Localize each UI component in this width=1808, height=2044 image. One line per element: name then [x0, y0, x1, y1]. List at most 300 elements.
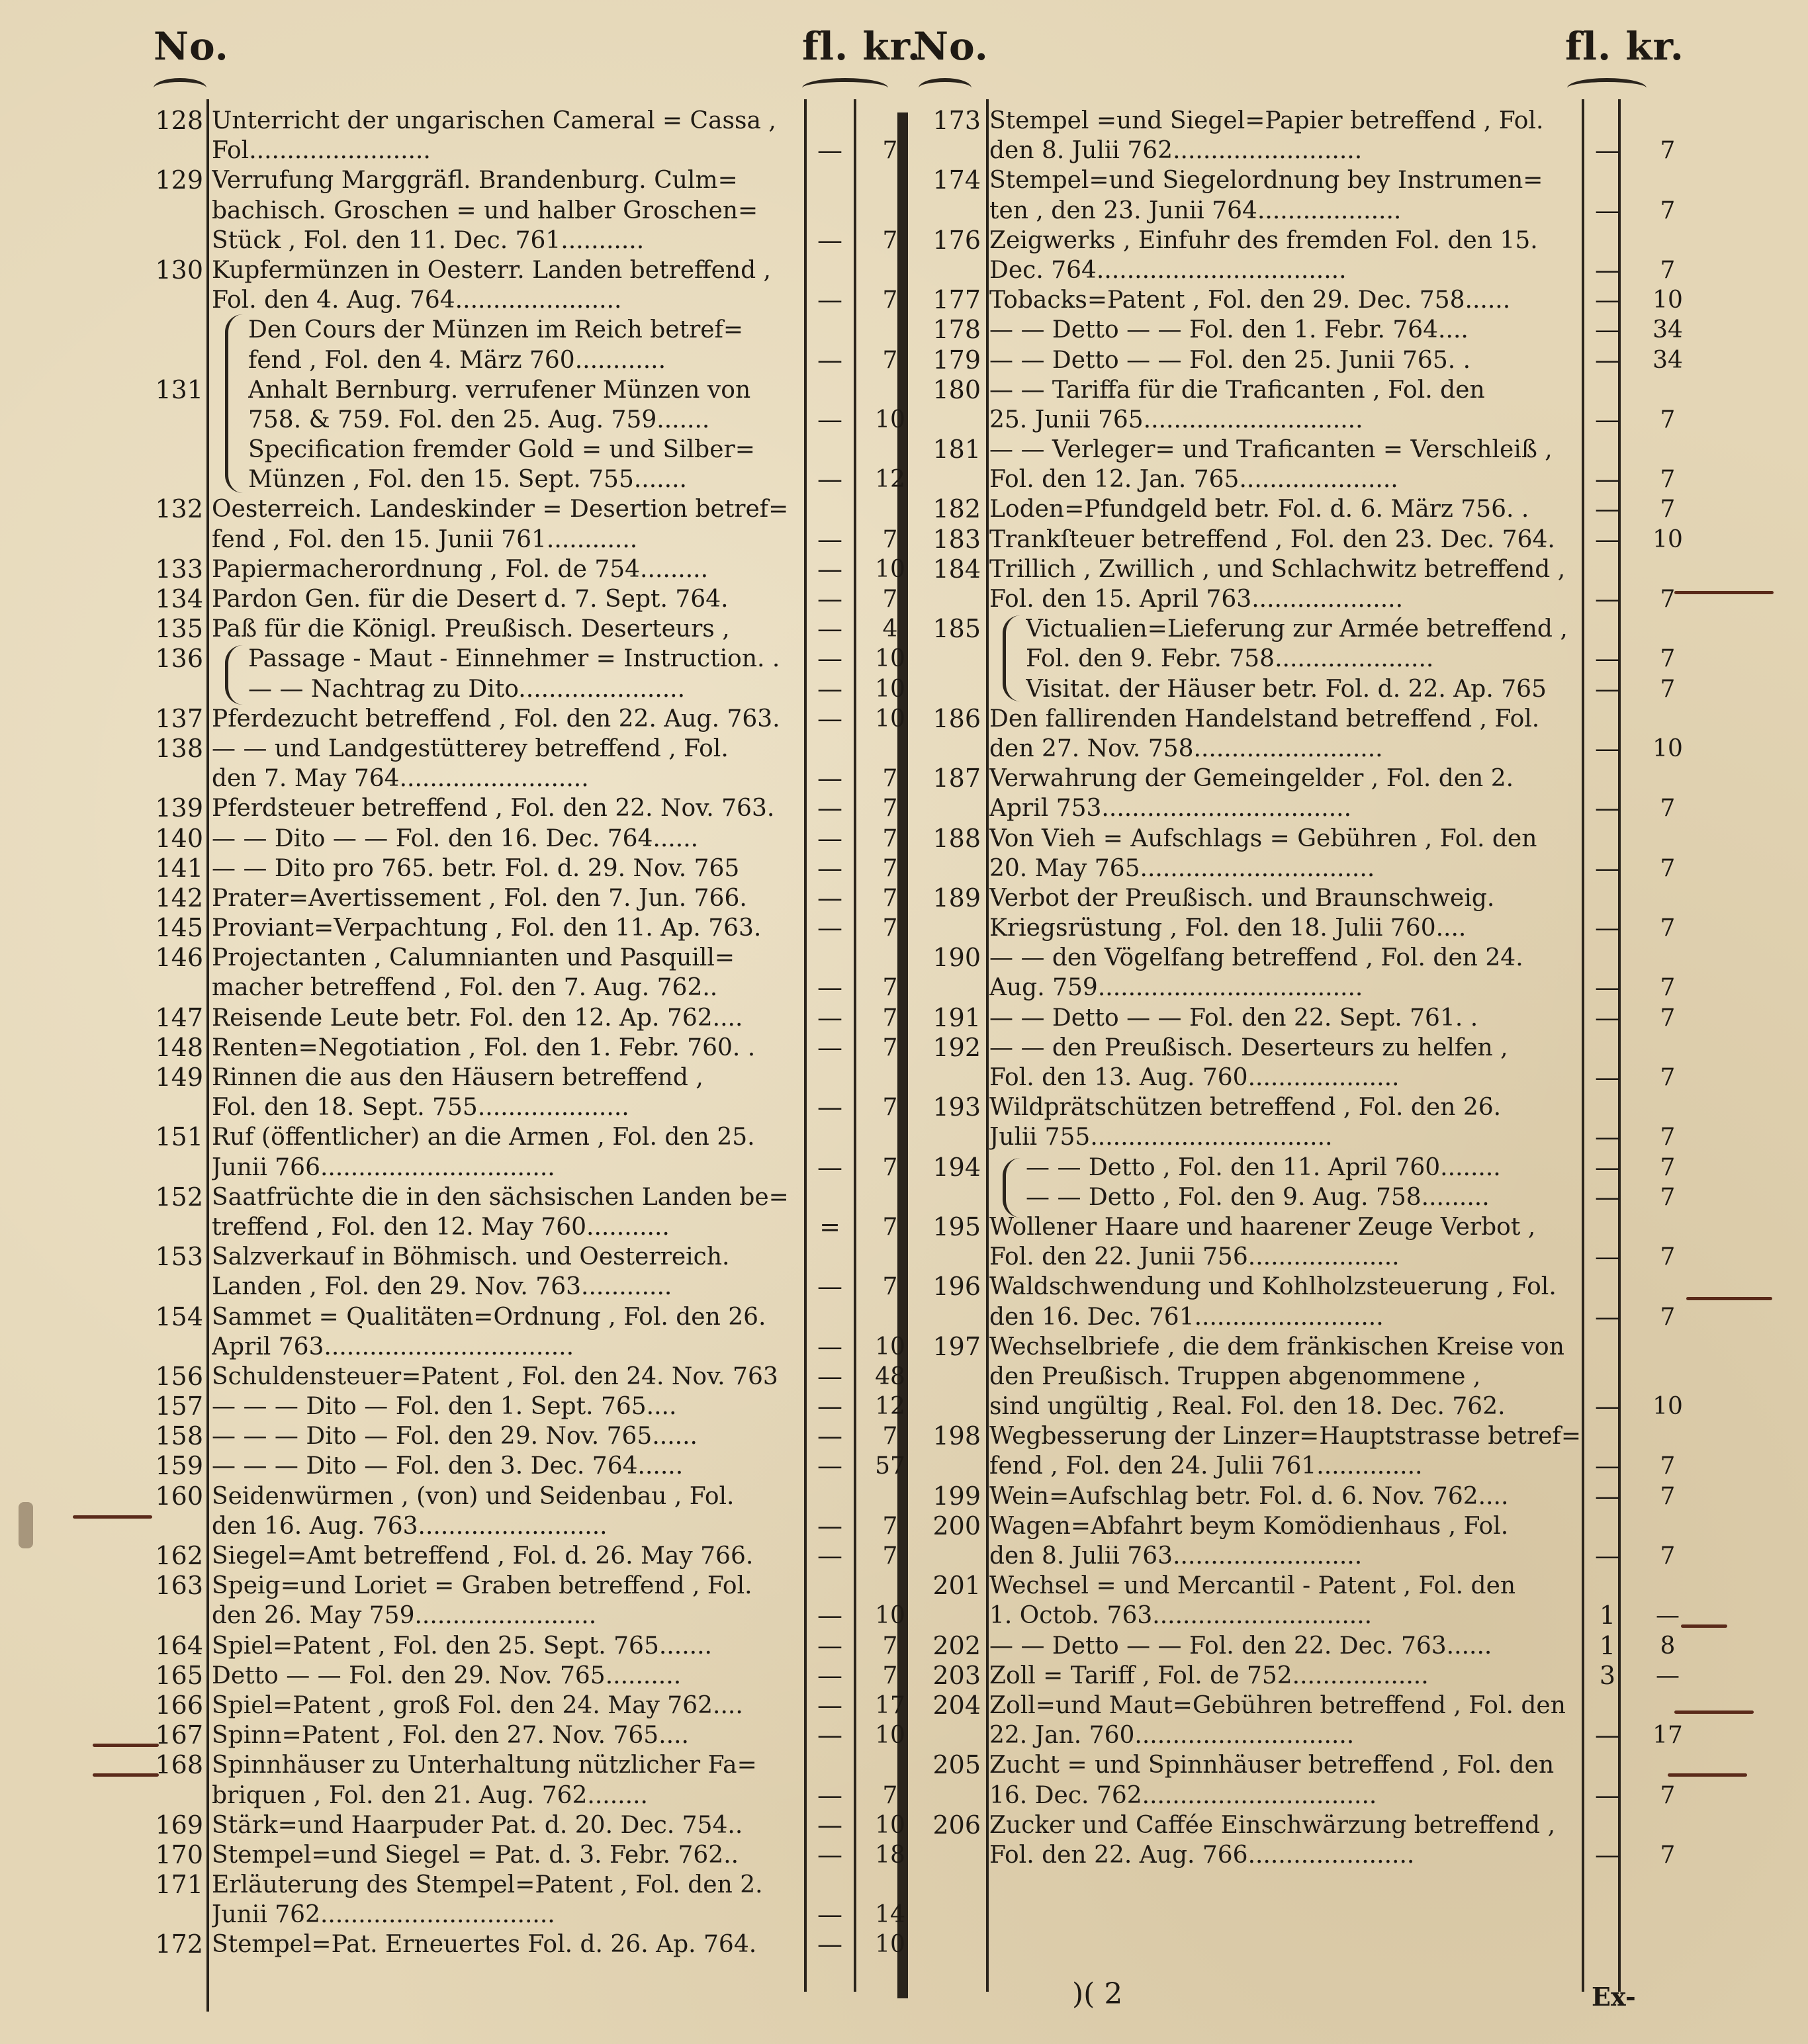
entry-line: [927, 1332, 1793, 1362]
entry-line: [149, 1661, 1016, 1691]
entry-text: Wechsel = und Mercantil - Patent , Fol. den: [989, 1572, 1516, 1600]
entry-number: 156: [155, 1361, 203, 1391]
price-fl: —: [1595, 1780, 1620, 1810]
entry-line: [149, 1720, 1016, 1750]
index-entry: [149, 704, 1016, 734]
entry-line: [149, 106, 1016, 136]
entry-number: 131: [155, 375, 203, 404]
entry-text: — — Dito — — Fol. den 16. Dec. 764......: [212, 824, 699, 852]
entry-line: [149, 255, 1016, 285]
price-kr: 7: [1660, 1542, 1676, 1570]
entry-number: 151: [155, 1122, 203, 1152]
price-fl: —: [1595, 733, 1620, 763]
entry-number: 132: [155, 494, 203, 524]
margin-mark: [73, 1515, 152, 1519]
entry-text: Stempel=und Siegel = Pat. d. 3. Febr. 762..: [212, 1841, 739, 1869]
index-entry: [927, 1212, 1793, 1272]
price-fl: —: [1595, 1242, 1620, 1272]
entry-text: — — den Vögelfang betreffend , Fol. den 24.: [989, 944, 1523, 972]
price-fl: —: [817, 1630, 842, 1660]
entry-number: 149: [155, 1063, 203, 1092]
entry-line: [149, 1302, 1016, 1332]
price-kr: 7: [1660, 1482, 1676, 1510]
price-kr: 7: [1660, 854, 1676, 882]
price-fl: —: [1595, 1302, 1620, 1331]
entry-text: Fol. den 4. Aug. 764......................: [212, 287, 622, 314]
entry-line: [927, 555, 1793, 584]
entry-line: [927, 1451, 1793, 1481]
price-fl: —: [817, 1660, 842, 1690]
index-entry: [927, 106, 1793, 165]
price-fl: —: [817, 1092, 842, 1122]
price-kr: 10: [1652, 734, 1683, 762]
price-fl: —: [817, 703, 842, 733]
entry-number: 164: [155, 1630, 203, 1660]
entry-line: [149, 1601, 1016, 1630]
price-kr: 7: [1660, 645, 1676, 673]
entry-line: [927, 1003, 1793, 1033]
index-entry: [149, 674, 1016, 704]
price-kr: 10: [875, 705, 905, 733]
entry-text: Visitat. der Häuser betr. Fol. d. 22. Ap. 765: [1026, 675, 1547, 703]
price-fl: —: [817, 584, 842, 613]
entry-number: 148: [155, 1032, 203, 1062]
index-entry: [927, 555, 1793, 614]
entry-text: Fol........................: [212, 137, 431, 165]
index-entry: [149, 734, 1016, 793]
entry-line: [927, 913, 1793, 943]
entry-text: Passage - Maut - Einnehmer = Instruction. .: [248, 645, 780, 673]
price-fl: —: [817, 644, 842, 674]
entry-number: 181: [932, 435, 981, 465]
entry-line: [927, 1720, 1793, 1750]
entry-line: [927, 973, 1793, 1002]
index-entry: [927, 704, 1793, 764]
price-fl: —: [817, 136, 842, 165]
entry-line: [149, 764, 1016, 793]
entry-text: — — Dito pro 765. betr. Fol. d. 29. Nov. 765: [212, 854, 740, 882]
entry-text: Kupfermünzen in Oesterr. Landen betreffend ,: [212, 256, 771, 284]
price-fl: —: [1595, 584, 1620, 613]
entry-number: 184: [932, 554, 981, 584]
price-fl: —: [1595, 285, 1620, 315]
index-entry: [149, 1691, 1016, 1720]
entry-text: Wechselbriefe , die dem fränkischen Kreise von: [989, 1333, 1564, 1360]
entry-text: Loden=Pfundgeld betr. Fol. d. 6. März 756. .: [989, 496, 1529, 523]
price-kr: 7: [882, 1034, 898, 1061]
price-kr: 10: [875, 1722, 905, 1750]
entry-line: [149, 435, 1016, 465]
price-fl: 3: [1599, 1660, 1616, 1690]
entry-line: [149, 315, 1016, 345]
index-entry: [149, 375, 1016, 435]
price-kr: 7: [1660, 795, 1676, 822]
index-entry: [927, 1511, 1793, 1571]
price-kr: 7: [1660, 974, 1676, 1002]
price-kr: 7: [882, 346, 898, 374]
price-kr: 4: [882, 615, 898, 643]
entry-line: [927, 136, 1793, 165]
index-entry: [149, 943, 1016, 1002]
entry-number: 200: [932, 1511, 981, 1540]
price-kr: 7: [1660, 675, 1676, 703]
entry-text: Wegbesserung der Linzer=Hauptstrasse betref=: [989, 1423, 1582, 1450]
index-entry: [149, 1631, 1016, 1661]
entry-text: — — Detto — — Fol. den 22. Dec. 763......: [989, 1632, 1492, 1660]
entry-number: 179: [932, 345, 981, 375]
price-fl: —: [1595, 315, 1620, 345]
index-entry: [927, 1182, 1793, 1212]
entry-line: [149, 1122, 1016, 1152]
entry-text: Zoll=und Maut=Gebühren betreffend , Fol. den: [989, 1691, 1566, 1719]
entry-line: [927, 405, 1793, 435]
entry-line: [149, 136, 1016, 165]
price-fl: —: [1595, 1451, 1620, 1481]
price-fl: —: [817, 285, 842, 315]
index-entry: [927, 226, 1793, 285]
index-entry: [927, 1033, 1793, 1092]
price-fl: —: [817, 853, 842, 883]
index-entry: [927, 824, 1793, 883]
entry-number: 170: [155, 1840, 203, 1869]
entry-line: [149, 1900, 1016, 1930]
entry-text: den 16. Aug. 763.........................: [212, 1512, 608, 1540]
entry-number: 153: [155, 1242, 203, 1272]
price-kr: 14: [875, 1901, 905, 1929]
entry-text: Wein=Aufschlag betr. Fol. d. 6. Nov. 762....: [989, 1482, 1509, 1510]
price-kr: 10: [875, 675, 905, 703]
entry-line: [927, 674, 1793, 704]
entry-number: 199: [932, 1481, 981, 1511]
entry-text: — — Detto , Fol. den 11. April 760........: [1026, 1153, 1501, 1181]
price-fl: —: [817, 465, 842, 494]
index-entry: [927, 1571, 1793, 1630]
entry-number: 169: [155, 1810, 203, 1840]
entry-text: Fol. den 13. Aug. 760....................: [989, 1064, 1400, 1091]
entry-text: Fol. den 12. Jan. 765.....................: [989, 466, 1398, 494]
entry-number: 136: [155, 644, 203, 674]
price-fl: —: [817, 1361, 842, 1391]
entry-line: [927, 525, 1793, 555]
entry-text: fend , Fol. den 4. März 760............: [248, 346, 666, 374]
price-kr: 48: [875, 1362, 905, 1390]
entry-number: 139: [155, 793, 203, 823]
entry-text: Verwahrung der Gemeingelder , Fol. den 2.: [989, 765, 1514, 793]
entry-line: [927, 793, 1793, 823]
index-entry: [149, 1392, 1016, 1421]
entry-text: Rinnen die aus den Häusern betreffend ,: [212, 1064, 703, 1091]
entry-line: [927, 1122, 1793, 1152]
entry-number: 201: [932, 1571, 981, 1601]
price-kr: 7: [882, 226, 898, 254]
index-entry: [149, 255, 1016, 315]
header-flkr-left: fl. kr.: [802, 24, 921, 69]
entry-line: [927, 1840, 1793, 1870]
entry-line: [149, 1541, 1016, 1571]
entry-text: Den fallirenden Handelstand betreffend , Fol.: [989, 705, 1540, 733]
entry-text: Unterricht der ungarischen Cameral = Cassa ,: [212, 107, 776, 134]
price-fl: —: [817, 1152, 842, 1182]
price-kr: —: [1656, 1602, 1680, 1630]
entry-text: Pferdezucht betreffend , Fol. den 22. Aug. 763.: [212, 705, 780, 733]
entry-line: [149, 644, 1016, 674]
entry-line: [149, 1153, 1016, 1182]
price-kr: 7: [882, 1094, 898, 1122]
index-entry: [927, 1631, 1793, 1661]
index-entry: [149, 854, 1016, 883]
index-entry: [927, 1092, 1793, 1152]
entry-number: 202: [932, 1630, 981, 1660]
entry-line: [927, 1033, 1793, 1063]
price-kr: 7: [1660, 1303, 1676, 1331]
entry-line: [927, 465, 1793, 494]
price-fl: —: [1595, 494, 1620, 524]
index-entry: [927, 435, 1793, 494]
entry-number: 129: [155, 165, 203, 195]
entry-number: 183: [932, 524, 981, 554]
entry-text: Zoll = Tariff , Fol. de 752..................: [989, 1662, 1429, 1689]
entry-text: — — — Dito — Fol. den 3. Dec. 764......: [212, 1452, 684, 1480]
entry-text: Zucker und Caffée Einschwärzung betreffend ,: [989, 1811, 1556, 1839]
price-kr: 7: [1660, 466, 1676, 494]
entry-line: [927, 1511, 1793, 1541]
entry-text: Sammet = Qualitäten=Ordnung , Fol. den 26.: [212, 1303, 766, 1331]
entry-number: 142: [155, 883, 203, 912]
index-entry: [927, 345, 1793, 375]
price-fl: —: [817, 674, 842, 703]
index-entry: [149, 315, 1016, 375]
entry-line: [927, 494, 1793, 524]
price-kr: 7: [1660, 1841, 1676, 1869]
entry-text: Waldschwendung und Kohlholzsteuerung , Fol.: [989, 1273, 1557, 1301]
price-fl: —: [1595, 345, 1620, 375]
ink-blot: [19, 1502, 33, 1548]
price-fl: —: [817, 1900, 842, 1930]
price-kr: 7: [882, 586, 898, 613]
entry-line: [149, 913, 1016, 943]
price-fl: —: [1595, 644, 1620, 674]
entry-number: 158: [155, 1421, 203, 1451]
entry-line: [149, 854, 1016, 883]
entry-line: [927, 883, 1793, 913]
entry-line: [149, 943, 1016, 973]
entry-text: Spinnhäuser zu Unterhaltung nützlicher Fa=: [212, 1752, 757, 1779]
index-entry: [149, 1930, 1016, 1959]
price-kr: 7: [882, 287, 898, 314]
entry-line: [149, 165, 1016, 195]
index-entry: [149, 1421, 1016, 1451]
price-kr: 10: [875, 406, 905, 433]
entry-line: [927, 315, 1793, 345]
index-entry: [927, 1003, 1793, 1033]
entry-line: [149, 405, 1016, 435]
entry-text: Trankſteuer betreffend , Fol. den 23. Dec. 764.: [989, 525, 1555, 553]
entry-text: Siegel=Amt betreffend , Fol. d. 26. May 766.: [212, 1542, 754, 1570]
price-fl: —: [817, 1032, 842, 1062]
entry-line: [927, 1272, 1793, 1302]
right-entry-column: [927, 106, 1793, 1870]
entry-text: Zucht = und Spinnhäuser betreffend , Fol. den: [989, 1752, 1555, 1779]
price-fl: 1: [1599, 1601, 1616, 1630]
price-kr: 7: [1660, 496, 1676, 523]
entry-number: 141: [155, 853, 203, 883]
entry-text: — — und Landgestütterey betreffend , Fol.: [212, 734, 729, 762]
entry-number: 133: [155, 554, 203, 584]
entry-number: 185: [932, 614, 981, 644]
index-entry: [927, 1482, 1793, 1511]
index-entry: [149, 1720, 1016, 1750]
header-flkr-right: fl. kr.: [1565, 24, 1684, 69]
entry-text: — — — Dito — Fol. den 1. Sept. 765....: [212, 1393, 677, 1421]
price-kr: 7: [1660, 1243, 1676, 1271]
entry-line: [927, 1482, 1793, 1511]
price-fl: —: [1595, 973, 1620, 1002]
entry-number: 157: [155, 1392, 203, 1421]
entry-text: Salzverkauf in Böhmisch. und Oesterreich.: [212, 1243, 730, 1271]
index-entry: [149, 435, 1016, 494]
entry-line: [927, 1810, 1793, 1840]
entry-text: Seidenwürmen , (von) und Seidenbau , Fol.: [212, 1482, 735, 1510]
entry-text: 25. Junii 765.............................: [989, 406, 1363, 433]
entry-number: 163: [155, 1571, 203, 1601]
price-fl: —: [817, 913, 842, 943]
entry-line: [927, 824, 1793, 854]
entry-number: 128: [155, 106, 203, 135]
entry-number: 182: [932, 494, 981, 524]
entry-line: [927, 435, 1793, 465]
price-fl: —: [817, 1272, 842, 1302]
entry-number: 205: [932, 1750, 981, 1780]
entry-text: Stempel =und Siegel=Papier betreffend , Fol.: [989, 107, 1544, 134]
entry-line: [927, 644, 1793, 674]
entry-line: [927, 704, 1793, 734]
entry-text: 16. Dec. 762...............................: [989, 1781, 1377, 1809]
header-brace-left-flkr: [802, 78, 888, 98]
index-entry: [149, 1182, 1016, 1242]
price-fl: —: [1595, 465, 1620, 494]
entry-line: [149, 1930, 1016, 1959]
entry-text: Wildprätschützen betreffend , Fol. den 26.: [989, 1094, 1502, 1122]
entry-line: [149, 1631, 1016, 1661]
price-fl: —: [1595, 255, 1620, 285]
entry-number: 159: [155, 1451, 203, 1481]
entry-number: 135: [155, 614, 203, 644]
entry-text: Landen , Fol. den 29. Nov. 763............: [212, 1273, 672, 1301]
price-kr: 7: [882, 974, 898, 1002]
header-brace-left-no: [154, 78, 206, 98]
price-kr: 7: [1660, 406, 1676, 433]
entry-line: [149, 1182, 1016, 1212]
index-entry: [149, 106, 1016, 165]
price-fl: —: [817, 1392, 842, 1421]
price-fl: —: [817, 793, 842, 823]
entry-line: [927, 106, 1793, 136]
entry-text: Spiel=Patent , Fol. den 25. Sept. 765.......: [212, 1632, 712, 1660]
entry-line: [149, 465, 1016, 494]
entry-number: 147: [155, 1002, 203, 1032]
index-entry: [149, 1840, 1016, 1870]
entry-line: [149, 1840, 1016, 1870]
entry-text: 1. Octob. 763.............................: [989, 1602, 1373, 1630]
price-fl: —: [1595, 793, 1620, 823]
price-kr: 10: [875, 1333, 905, 1360]
entry-text: Stück , Fol. den 11. Dec. 761...........: [212, 226, 645, 254]
entry-text: den Preußisch. Truppen abgenommene ,: [989, 1362, 1481, 1390]
price-kr: 7: [882, 137, 898, 165]
entry-text: briquen , Fol. den 21. Aug. 762........: [212, 1781, 648, 1809]
entry-line: [927, 1571, 1793, 1601]
entry-text: Erläuterung des Stempel=Patent , Fol. den 2.: [212, 1871, 763, 1899]
index-entry: [149, 584, 1016, 614]
entry-line: [149, 1063, 1016, 1092]
entry-text: Papiermacherordnung , Fol. de 754.........: [212, 555, 709, 583]
price-fl: —: [1595, 195, 1620, 225]
entry-line: [927, 1601, 1793, 1630]
entry-text: den 8. Julii 762.........................: [989, 137, 1363, 165]
entry-text: Junii 766...............................: [212, 1153, 555, 1181]
entry-line: [927, 1750, 1793, 1780]
index-entry: [149, 1810, 1016, 1840]
entry-number: 190: [932, 943, 981, 973]
entry-number: 206: [932, 1810, 981, 1840]
entry-number: 195: [932, 1212, 981, 1241]
entry-number: 194: [932, 1152, 981, 1182]
price-kr: 34: [1652, 316, 1683, 344]
index-entry: [927, 1421, 1793, 1481]
price-fl: —: [1595, 524, 1620, 554]
price-fl: —: [817, 1810, 842, 1840]
entry-text: treffend , Fol. den 12. May 760...........: [212, 1213, 670, 1241]
entry-text: 20. May 765...............................: [989, 854, 1375, 882]
price-kr: 7: [882, 765, 898, 793]
price-kr: —: [1656, 1662, 1680, 1689]
entry-text: Julii 755................................: [989, 1124, 1333, 1151]
price-kr: 8: [1660, 1632, 1676, 1660]
entry-line: [149, 883, 1016, 913]
entry-number: 204: [932, 1690, 981, 1720]
entry-text: Victualien=Lieferung zur Armée betreffend ,: [1026, 615, 1568, 643]
entry-text: Münzen , Fol. den 15. Sept. 755.......: [248, 466, 687, 494]
entry-number: 167: [155, 1720, 203, 1750]
left-entry-column: [149, 106, 1016, 1960]
entry-text: Wagen=Abfahrt beym Komödienhaus , Fol.: [989, 1512, 1509, 1540]
entry-number: 176: [932, 225, 981, 255]
index-entry: [149, 1063, 1016, 1122]
entry-number: 203: [932, 1660, 981, 1690]
price-kr: 7: [882, 1781, 898, 1809]
index-entry: [927, 883, 1793, 943]
price-fl: —: [817, 883, 842, 912]
entry-line: [927, 1182, 1793, 1212]
price-kr: 7: [882, 1542, 898, 1570]
price-fl: —: [817, 345, 842, 375]
price-kr: 12: [875, 466, 905, 494]
entry-line: [149, 1212, 1016, 1242]
entry-number: 171: [155, 1870, 203, 1900]
entry-line: [927, 1362, 1793, 1392]
entry-number: 137: [155, 703, 203, 733]
entry-text: — — Detto — — Fol. den 1. Febr. 764....: [989, 316, 1469, 344]
entry-line: [927, 854, 1793, 883]
index-entry: [927, 1691, 1793, 1750]
price-fl: —: [817, 1780, 842, 1810]
index-entry: [927, 525, 1793, 555]
entry-text: April 753.................................: [989, 795, 1352, 822]
entry-text: Pferdsteuer betreffend , Fol. den 22. Nov. 763.: [212, 795, 775, 822]
entry-line: [149, 1571, 1016, 1601]
price-kr: 7: [882, 795, 898, 822]
entry-text: Von Vieh = Aufschlags = Gebühren , Fol. den: [989, 824, 1537, 852]
